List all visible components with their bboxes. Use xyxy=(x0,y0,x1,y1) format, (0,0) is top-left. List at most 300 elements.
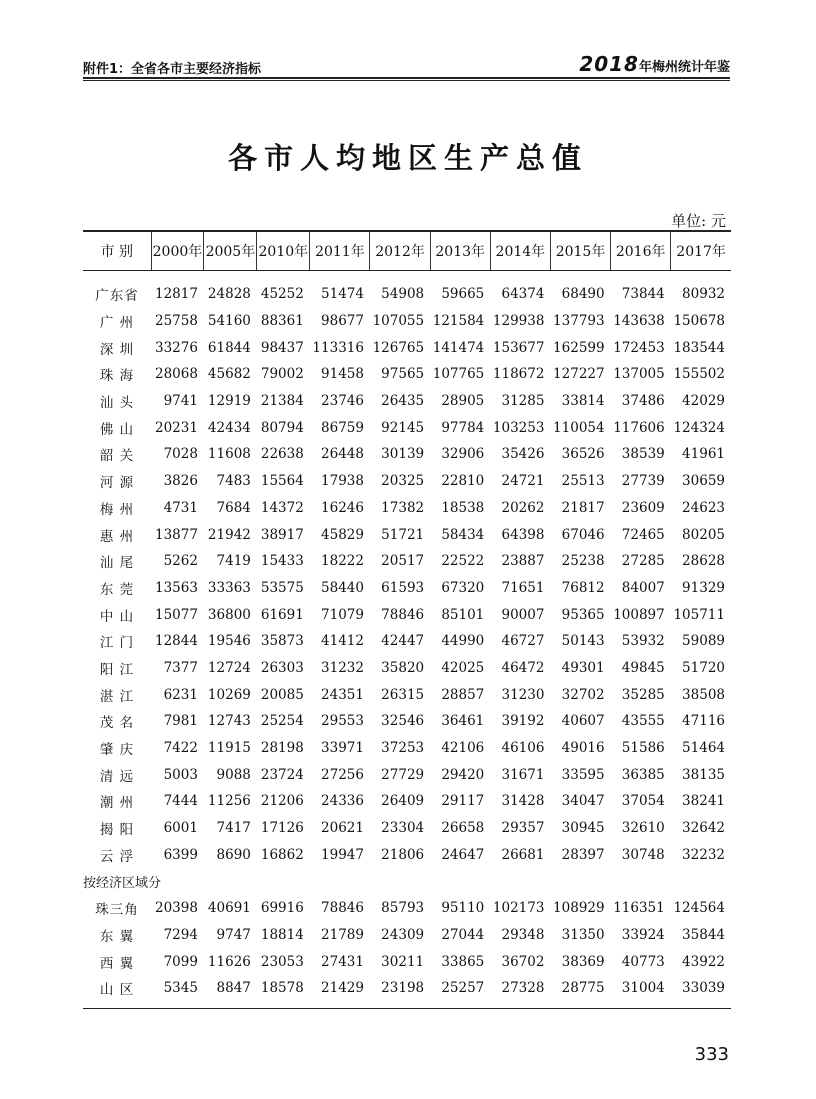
table-cell: 45252 xyxy=(260,286,304,303)
table-cell: 39192 xyxy=(501,713,545,730)
table-cell: 32642 xyxy=(682,820,725,837)
table-cell: 38917 xyxy=(260,526,304,543)
table-cell: 51586 xyxy=(621,740,665,757)
table-cell: 19546 xyxy=(207,633,251,650)
table-cell: 7422 xyxy=(163,740,198,757)
table-cell: 29553 xyxy=(321,713,364,730)
column-header-year: 2005年 xyxy=(204,231,257,271)
table-cell: 25758 xyxy=(154,313,198,330)
table-cell: 38539 xyxy=(621,446,665,463)
table-cell: 64398 xyxy=(501,526,545,543)
table-cell: 45682 xyxy=(207,366,251,383)
row-label: 广东省 xyxy=(95,288,139,305)
table-cell: 21206 xyxy=(260,793,304,810)
table-cell: 31004 xyxy=(611,975,671,1008)
table-cell: 7377 xyxy=(163,659,198,676)
table-cell: 32546 xyxy=(381,713,425,730)
table-row xyxy=(83,895,731,922)
table-cell: 107055 xyxy=(372,313,425,330)
table-cell: 5345 xyxy=(151,975,204,1008)
table-cell: 9747 xyxy=(216,926,251,943)
table-cell: 22810 xyxy=(441,473,485,490)
table-cell: 7099 xyxy=(163,953,198,970)
table-cell: 117606 xyxy=(613,419,665,436)
table-cell: 84007 xyxy=(621,579,665,596)
table-cell: 9741 xyxy=(163,393,198,410)
table-cell: 88361 xyxy=(260,313,304,330)
table-cell: 5262 xyxy=(163,553,198,570)
table-cell: 38369 xyxy=(561,953,605,970)
table-cell: 23724 xyxy=(260,766,304,783)
table-row xyxy=(83,334,731,361)
column-header-year: 2012年 xyxy=(370,231,430,271)
table-cell: 44990 xyxy=(441,633,485,650)
table-cell: 36385 xyxy=(621,766,665,783)
table-cell: 26681 xyxy=(501,846,545,863)
header-year: 2018 xyxy=(579,52,639,76)
table-cell: 29348 xyxy=(501,926,545,943)
table-cell: 26448 xyxy=(321,446,364,463)
table-cell: 150678 xyxy=(673,313,725,330)
table-cell: 36800 xyxy=(207,606,251,623)
table-cell: 42447 xyxy=(381,633,425,650)
table-cell: 25238 xyxy=(561,553,605,570)
row-label: 茂 名 xyxy=(99,715,135,732)
row-label: 佛 山 xyxy=(99,421,135,438)
table-cell: 162599 xyxy=(553,339,605,356)
table-cell: 42025 xyxy=(441,659,485,676)
table-cell: 8690 xyxy=(216,846,251,863)
table-cell: 17382 xyxy=(381,499,425,516)
table-cell: 27328 xyxy=(490,975,550,1008)
column-header-year: 2015年 xyxy=(550,231,610,271)
table-cell: 59089 xyxy=(682,633,725,650)
row-label: 珠三角 xyxy=(95,902,139,919)
table-body xyxy=(83,271,731,1009)
table-row xyxy=(83,575,731,602)
section-label: 按经济区域分 xyxy=(83,875,162,891)
table-cell: 113316 xyxy=(312,339,364,356)
page-number: 333 xyxy=(694,1044,729,1065)
table-cell: 54908 xyxy=(381,286,425,303)
table-cell: 6001 xyxy=(163,820,198,837)
table-cell: 16862 xyxy=(260,846,304,863)
table-cell: 50143 xyxy=(561,633,605,650)
table-row xyxy=(83,975,731,1008)
table-cell: 25257 xyxy=(430,975,490,1008)
table-cell: 69916 xyxy=(260,900,304,917)
table-cell: 3826 xyxy=(163,473,198,490)
table-cell: 78846 xyxy=(321,900,364,917)
table-cell: 102173 xyxy=(492,900,545,917)
table-cell: 23609 xyxy=(621,499,665,516)
table-cell: 7028 xyxy=(163,446,198,463)
table-cell: 28397 xyxy=(561,846,605,863)
table-cell: 38508 xyxy=(682,686,725,703)
table-cell: 58434 xyxy=(441,526,485,543)
table-cell: 58440 xyxy=(321,579,364,596)
table-cell: 20621 xyxy=(321,820,364,837)
table-cell: 40773 xyxy=(621,953,665,970)
table-cell: 19947 xyxy=(321,846,364,863)
table-cell: 22522 xyxy=(441,553,485,570)
table-cell: 73844 xyxy=(621,286,665,303)
table-cell: 25254 xyxy=(260,713,304,730)
table-cell: 28628 xyxy=(682,553,725,570)
table-cell: 28068 xyxy=(154,366,198,383)
table-cell: 67320 xyxy=(441,579,485,596)
table-cell: 20517 xyxy=(381,553,425,570)
table-row xyxy=(83,361,731,388)
table-cell: 46472 xyxy=(501,659,545,676)
table-cell: 64374 xyxy=(501,286,545,303)
table-cell: 17126 xyxy=(260,820,304,837)
table-row xyxy=(83,521,731,548)
table-header-row xyxy=(83,231,731,271)
table-cell: 28775 xyxy=(550,975,610,1008)
table-cell: 37054 xyxy=(621,793,665,810)
row-label: 广 州 xyxy=(99,315,135,332)
table-cell: 107765 xyxy=(432,366,485,383)
column-header-year: 2013年 xyxy=(430,231,490,271)
table-cell: 27729 xyxy=(381,766,425,783)
table-cell: 31285 xyxy=(501,393,545,410)
row-label: 阳 江 xyxy=(99,661,135,678)
table-cell: 36461 xyxy=(441,713,485,730)
table-cell: 23304 xyxy=(381,820,425,837)
table-row xyxy=(83,708,731,735)
table-cell: 28198 xyxy=(260,740,304,757)
table-cell: 40607 xyxy=(561,713,605,730)
table-cell: 23198 xyxy=(370,975,430,1008)
table-cell: 27739 xyxy=(621,473,665,490)
table-cell: 38241 xyxy=(682,793,725,810)
table-cell: 80794 xyxy=(260,419,304,436)
table-cell: 183544 xyxy=(673,339,725,356)
table-cell: 124324 xyxy=(673,419,725,436)
table-cell: 59665 xyxy=(441,286,485,303)
column-header-year: 2000年 xyxy=(151,231,204,271)
table-cell: 54160 xyxy=(207,313,251,330)
table-cell: 17938 xyxy=(321,473,364,490)
table-cell: 21817 xyxy=(561,499,605,516)
table-cell: 34047 xyxy=(561,793,605,810)
table-cell: 33924 xyxy=(621,926,665,943)
table-cell: 43555 xyxy=(621,713,665,730)
table-cell: 16246 xyxy=(321,499,364,516)
table-cell: 141474 xyxy=(432,339,485,356)
table-cell: 29117 xyxy=(441,793,485,810)
table-cell: 90007 xyxy=(501,606,545,623)
table-cell: 7294 xyxy=(163,926,198,943)
table-cell: 18814 xyxy=(260,926,304,943)
table-cell: 51464 xyxy=(682,740,725,757)
row-label: 云 浮 xyxy=(99,848,135,865)
table-cell: 49016 xyxy=(561,740,605,757)
table-cell: 11915 xyxy=(207,740,251,757)
table-cell: 24309 xyxy=(381,926,425,943)
table-cell: 30139 xyxy=(381,446,425,463)
table-cell: 33971 xyxy=(321,740,364,757)
table-cell: 13877 xyxy=(154,526,198,543)
row-label: 东 莞 xyxy=(99,581,135,598)
table-cell: 26303 xyxy=(260,659,304,676)
table-cell: 71651 xyxy=(501,579,545,596)
table-cell: 13563 xyxy=(154,579,198,596)
table-cell: 42106 xyxy=(441,740,485,757)
column-header-year: 2010年 xyxy=(257,231,310,271)
table-cell: 33363 xyxy=(207,579,251,596)
header-yearbook-name: 年梅州统计年鉴 xyxy=(638,60,730,75)
table-cell: 31230 xyxy=(501,686,545,703)
table-cell: 21384 xyxy=(260,393,304,410)
table-cell: 121584 xyxy=(432,313,485,330)
table-cell: 33039 xyxy=(671,975,731,1008)
table-cell: 29357 xyxy=(501,820,545,837)
table-cell: 42029 xyxy=(682,393,725,410)
header-rule-thin xyxy=(83,80,730,81)
table-cell: 129938 xyxy=(492,313,545,330)
table-cell: 27044 xyxy=(441,926,485,943)
table-cell: 49845 xyxy=(621,659,665,676)
table-cell: 27431 xyxy=(321,953,364,970)
table-cell: 126765 xyxy=(372,339,425,356)
header-right-title xyxy=(579,52,730,76)
table-row xyxy=(83,788,731,815)
table-cell: 6399 xyxy=(163,846,198,863)
header-left-title: 附件1：全省各市主要经济指标 xyxy=(83,62,262,77)
table-cell: 32906 xyxy=(441,446,485,463)
row-label: 汕 尾 xyxy=(99,555,135,572)
row-label: 梅 州 xyxy=(99,501,135,518)
table-row xyxy=(83,601,731,628)
table-cell: 36702 xyxy=(501,953,545,970)
table-cell: 91458 xyxy=(321,366,364,383)
table-cell: 21806 xyxy=(381,846,425,863)
table-cell: 79002 xyxy=(260,366,304,383)
row-label: 珠 海 xyxy=(99,368,135,385)
column-header-city: 市 别 xyxy=(83,231,151,271)
table-cell: 22638 xyxy=(260,446,304,463)
table-cell: 7444 xyxy=(163,793,198,810)
table-cell: 20262 xyxy=(501,499,545,516)
table-cell: 95365 xyxy=(561,606,605,623)
table-cell: 71079 xyxy=(321,606,364,623)
table-cell: 43922 xyxy=(682,953,725,970)
table-row xyxy=(83,681,731,708)
table-cell: 86759 xyxy=(321,419,364,436)
table-cell: 61844 xyxy=(207,339,251,356)
table-cell: 24623 xyxy=(682,499,725,516)
table-cell: 137005 xyxy=(613,366,665,383)
table-cell: 91329 xyxy=(682,579,725,596)
table-cell: 41961 xyxy=(682,446,725,463)
table-cell: 24336 xyxy=(321,793,364,810)
row-label: 肇 庆 xyxy=(99,742,135,759)
table-cell: 31671 xyxy=(501,766,545,783)
table-cell: 118672 xyxy=(492,366,545,383)
table-cell: 7417 xyxy=(216,820,251,837)
table-cell: 46727 xyxy=(501,633,545,650)
table-cell: 28857 xyxy=(441,686,485,703)
column-header-year: 2016年 xyxy=(611,231,671,271)
table-cell: 95110 xyxy=(441,900,485,917)
table-cell: 11626 xyxy=(207,953,251,970)
row-label: 河 源 xyxy=(99,475,135,492)
row-label: 江 门 xyxy=(99,635,135,652)
table-cell: 18222 xyxy=(321,553,364,570)
table-cell: 108929 xyxy=(553,900,605,917)
table-cell: 35285 xyxy=(621,686,665,703)
table-cell: 24721 xyxy=(501,473,545,490)
table-cell: 36526 xyxy=(561,446,605,463)
table-row xyxy=(83,922,731,949)
table-cell: 11608 xyxy=(207,446,251,463)
table-cell: 110054 xyxy=(553,419,605,436)
table-cell: 41412 xyxy=(321,633,364,650)
table-cell: 7981 xyxy=(163,713,198,730)
table-cell: 32232 xyxy=(682,846,725,863)
row-label: 山 区 xyxy=(83,975,151,1008)
table-cell: 6231 xyxy=(163,686,198,703)
table-cell: 47116 xyxy=(682,713,725,730)
row-label: 汕 头 xyxy=(99,395,135,412)
table-cell: 127227 xyxy=(553,366,605,383)
table-cell: 23746 xyxy=(321,393,364,410)
table-cell: 172453 xyxy=(613,339,665,356)
column-header-year: 2017年 xyxy=(671,231,731,271)
table-cell: 61691 xyxy=(260,606,304,623)
table-cell: 53575 xyxy=(260,579,304,596)
data-table xyxy=(83,230,731,1009)
table-cell: 20231 xyxy=(154,419,198,436)
table-cell: 143638 xyxy=(613,313,665,330)
table-cell: 26658 xyxy=(441,820,485,837)
table-row xyxy=(83,628,731,655)
table-cell: 18538 xyxy=(441,499,485,516)
table-cell: 98437 xyxy=(260,339,304,356)
table-cell: 116351 xyxy=(613,900,665,917)
table-cell: 103253 xyxy=(492,419,545,436)
table-cell: 31350 xyxy=(561,926,605,943)
column-header-year: 2014年 xyxy=(490,231,550,271)
table-cell: 30211 xyxy=(381,953,425,970)
table-cell: 26315 xyxy=(381,686,425,703)
table-cell: 35426 xyxy=(501,446,545,463)
table-cell: 105711 xyxy=(673,606,725,623)
table-cell: 20398 xyxy=(154,900,198,917)
row-label: 中 山 xyxy=(99,608,135,625)
table-cell: 15433 xyxy=(260,553,304,570)
table-cell: 80932 xyxy=(682,286,725,303)
table-cell: 7684 xyxy=(216,499,251,516)
table-cell: 153677 xyxy=(492,339,545,356)
table-cell: 100897 xyxy=(613,606,665,623)
table-cell: 31232 xyxy=(321,659,364,676)
table-row xyxy=(83,308,731,335)
table-row xyxy=(83,271,731,308)
table-cell: 97565 xyxy=(381,366,425,383)
column-header-year: 2011年 xyxy=(310,231,370,271)
table-cell: 37486 xyxy=(621,393,665,410)
table-cell: 7419 xyxy=(216,553,251,570)
row-label: 清 远 xyxy=(99,768,135,785)
table-cell: 26409 xyxy=(381,793,425,810)
table-cell: 20325 xyxy=(381,473,425,490)
row-label: 揭 阳 xyxy=(99,822,135,839)
table-row xyxy=(83,735,731,762)
table-cell: 24647 xyxy=(441,846,485,863)
row-label: 西 翼 xyxy=(99,955,135,972)
table-cell: 98677 xyxy=(321,313,364,330)
table-cell: 21942 xyxy=(207,526,251,543)
table-cell: 35820 xyxy=(381,659,425,676)
table-row xyxy=(83,548,731,575)
table-cell: 46106 xyxy=(501,740,545,757)
table-cell: 45829 xyxy=(321,526,364,543)
table-cell: 28905 xyxy=(441,393,485,410)
table-cell: 76812 xyxy=(561,579,605,596)
table-cell: 51721 xyxy=(381,526,425,543)
table-cell: 24828 xyxy=(207,286,251,303)
table-cell: 137793 xyxy=(553,313,605,330)
section-row xyxy=(83,868,731,895)
table-cell: 14372 xyxy=(260,499,304,516)
table-cell: 97784 xyxy=(441,419,485,436)
header-rule xyxy=(83,77,730,79)
table-cell: 33865 xyxy=(441,953,485,970)
table-row xyxy=(83,655,731,682)
table-cell: 12724 xyxy=(207,659,251,676)
table-cell: 27256 xyxy=(321,766,364,783)
table-cell: 15564 xyxy=(260,473,304,490)
table-cell: 26435 xyxy=(381,393,425,410)
table-row xyxy=(83,761,731,788)
table-row xyxy=(83,841,731,868)
table-row xyxy=(83,815,731,842)
table-cell: 18578 xyxy=(257,975,310,1008)
table-cell: 4731 xyxy=(163,499,198,516)
table-cell: 31428 xyxy=(501,793,545,810)
row-label: 深 圳 xyxy=(99,341,135,358)
row-label: 潮 州 xyxy=(99,795,135,812)
table-cell: 12817 xyxy=(154,286,198,303)
table-cell: 124564 xyxy=(673,900,725,917)
table-cell: 38135 xyxy=(682,766,725,783)
table-cell: 51474 xyxy=(321,286,364,303)
table-cell: 33814 xyxy=(561,393,605,410)
table-cell: 35844 xyxy=(682,926,725,943)
table-cell: 5003 xyxy=(163,766,198,783)
table-cell: 25513 xyxy=(561,473,605,490)
table-row xyxy=(83,441,731,468)
table-cell: 85793 xyxy=(381,900,425,917)
table-cell: 40691 xyxy=(207,900,251,917)
table-cell: 12743 xyxy=(207,713,251,730)
row-label: 湛 江 xyxy=(99,688,135,705)
table-cell: 20085 xyxy=(260,686,304,703)
table-cell: 68490 xyxy=(561,286,605,303)
table-cell: 9088 xyxy=(216,766,251,783)
table-cell: 33595 xyxy=(561,766,605,783)
row-label: 惠 州 xyxy=(99,528,135,545)
table-cell: 12919 xyxy=(207,393,251,410)
table-cell: 32702 xyxy=(561,686,605,703)
table-cell: 21789 xyxy=(321,926,364,943)
table-cell: 27285 xyxy=(621,553,665,570)
table-cell: 30945 xyxy=(561,820,605,837)
row-label: 东 翼 xyxy=(99,928,135,945)
